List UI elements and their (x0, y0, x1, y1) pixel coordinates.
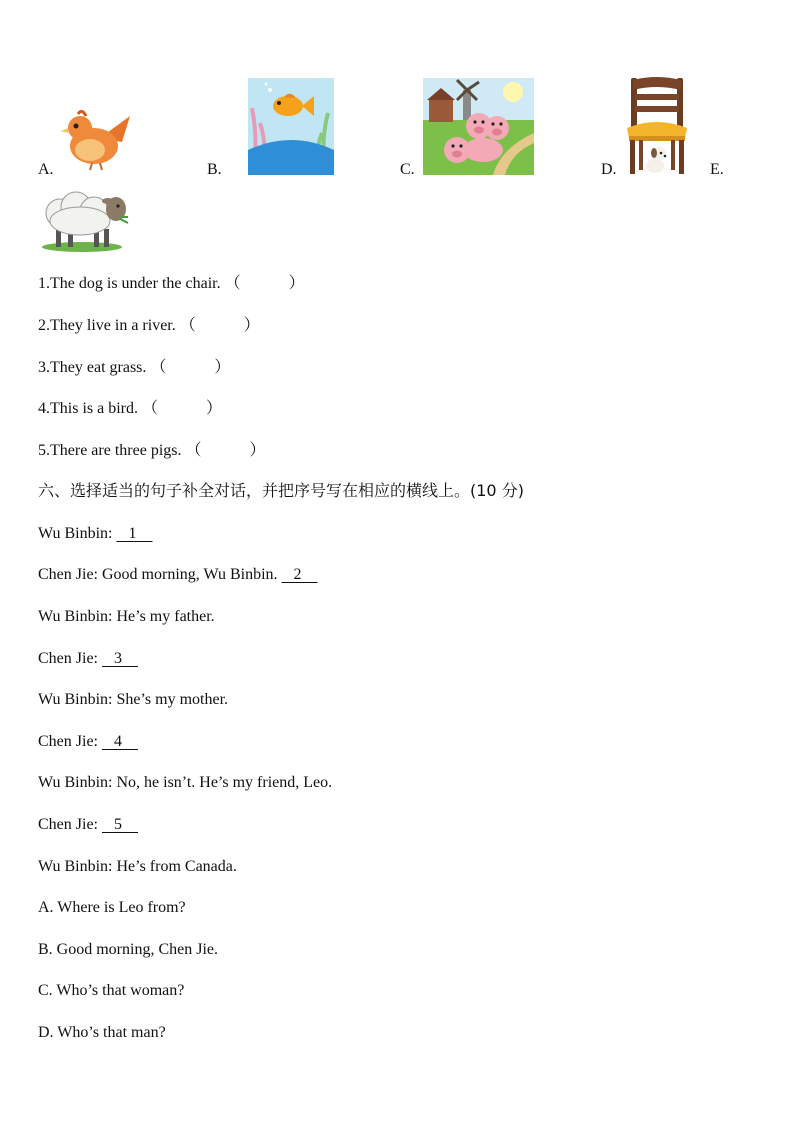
speaker: Chen Jie: (38, 566, 98, 583)
speaker: Chen Jie: (38, 816, 98, 833)
dialogue-text: No, he isn’t. He’s my friend, Leo. (116, 774, 333, 791)
section-heading: 六、选择适当的句子补全对话，并把序号写在相应的横线上。(10 分) (38, 481, 524, 500)
sheep-icon (38, 187, 130, 253)
dialogue-line-1 (38, 524, 152, 544)
speaker: Wu Binbin: (38, 525, 113, 542)
dialogue-line-2 (38, 565, 318, 585)
question-4 (38, 399, 222, 419)
question-text: 5.There are three pigs. (38, 442, 182, 459)
speaker: Chen Jie: (38, 650, 98, 667)
question-text: 4.This is a bird. (38, 400, 138, 417)
option-letter-e: E. (710, 161, 724, 178)
choice-a: A. Where is Leo from? (38, 899, 186, 916)
option-letter-d: D. (601, 161, 617, 178)
choice-c: C. Who’s that woman? (38, 982, 185, 999)
answer-blank-4[interactable]: 4 (102, 733, 138, 750)
fish-icon (248, 78, 334, 175)
answer-blank-2[interactable]: 2 (281, 566, 318, 583)
dialogue-text: He’s my father. (116, 608, 215, 625)
dialogue-line-4 (38, 649, 138, 669)
answer-blank-3[interactable]: 3 (102, 650, 138, 667)
answer-parentheses[interactable]: （ ） (224, 275, 305, 292)
answer-parentheses[interactable]: （ ） (185, 442, 266, 459)
choice-b: B. Good morning, Chen Jie. (38, 941, 218, 958)
chair-dog-icon (625, 76, 689, 176)
question-text: 3.They eat grass. (38, 359, 147, 376)
dialogue-line-6 (38, 732, 138, 752)
question-5 (38, 441, 266, 461)
question-2 (38, 316, 260, 336)
bird-icon (60, 108, 134, 172)
dialogue-line-3 (38, 607, 215, 627)
pigs-icon (423, 78, 534, 175)
answer-blank-1[interactable]: 1 (116, 525, 153, 542)
dialogue-text: Good morning, Wu Binbin. (102, 566, 278, 583)
speaker: Wu Binbin: (38, 691, 113, 708)
question-1 (38, 274, 305, 294)
answer-blank-5[interactable]: 5 (102, 816, 138, 833)
dialogue-line-7 (38, 773, 332, 793)
speaker: Chen Jie: (38, 733, 98, 750)
dialogue-text: She’s my mother. (116, 691, 229, 708)
option-letter-c: C. (400, 161, 415, 178)
answer-parentheses[interactable]: （ ） (142, 400, 223, 417)
dialogue-line-5 (38, 690, 228, 710)
question-text: 2.They live in a river. (38, 317, 176, 334)
answer-parentheses[interactable]: （ ） (179, 317, 260, 334)
question-text: 1.The dog is under the chair. (38, 275, 221, 292)
speaker: Wu Binbin: (38, 858, 113, 875)
option-letter-b: B. (207, 161, 222, 178)
dialogue-text: He’s from Canada. (116, 858, 237, 875)
option-letter-a: A. (38, 161, 54, 178)
answer-parentheses[interactable]: （ ） (150, 359, 231, 376)
question-3 (38, 358, 230, 378)
dialogue-line-9 (38, 857, 237, 877)
dialogue-line-8 (38, 815, 138, 835)
speaker: Wu Binbin: (38, 774, 113, 791)
speaker: Wu Binbin: (38, 608, 113, 625)
choice-d: D. Who’s that man? (38, 1024, 166, 1041)
